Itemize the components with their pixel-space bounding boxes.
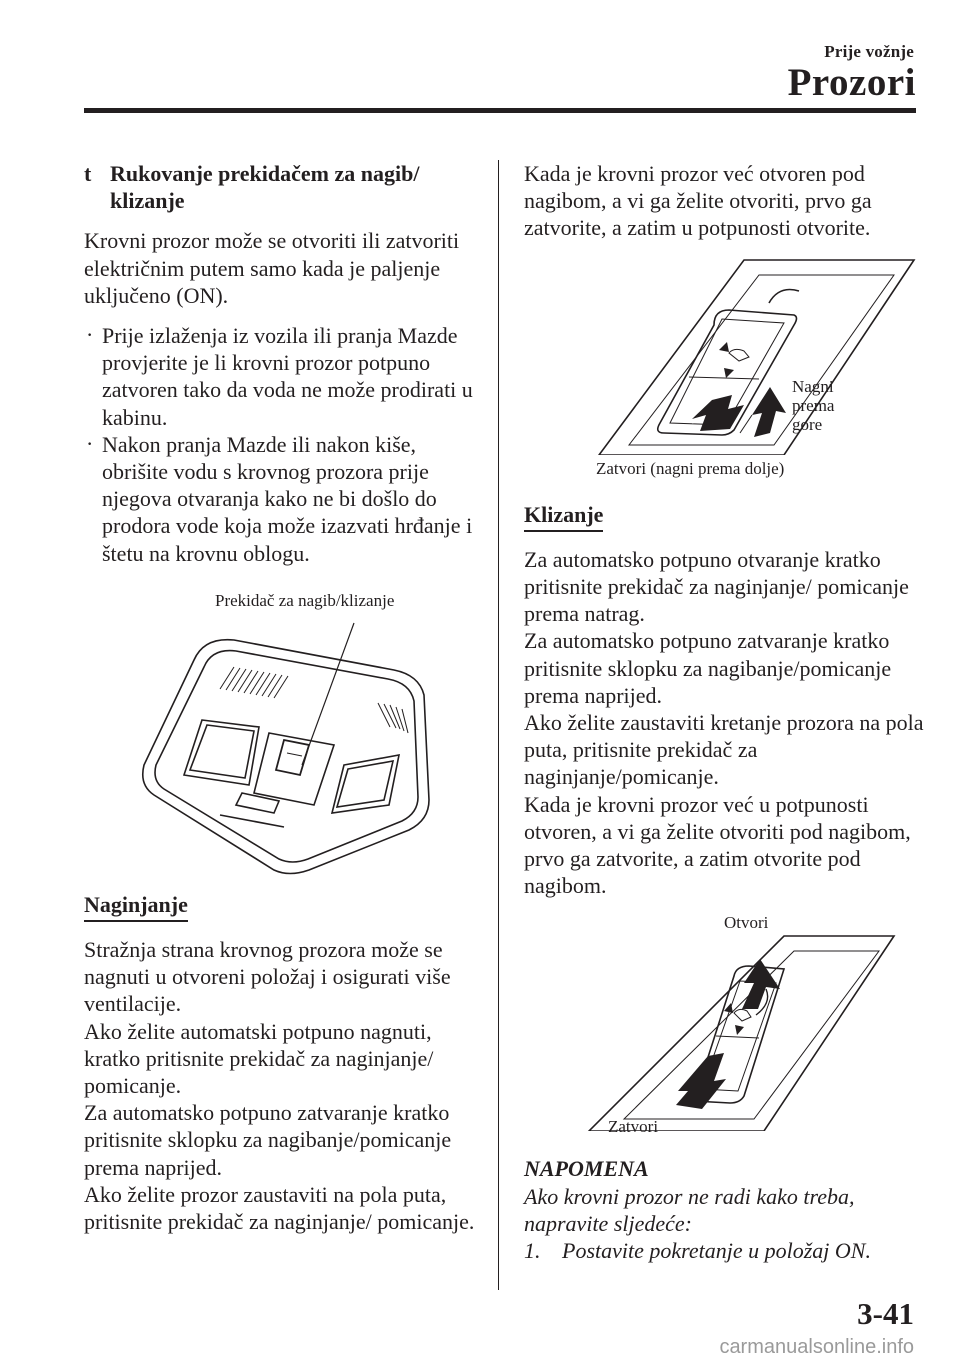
figure-caption: Prekidač za nagib/klizanje	[215, 590, 395, 610]
slide-switch-illustration	[584, 931, 904, 1131]
left-column	[84, 160, 484, 1235]
note-list-item	[524, 1237, 924, 1264]
label-open: Otvori	[724, 913, 769, 933]
label-tilt-up: Nagni prema gore	[792, 376, 835, 434]
section-kicker: Prije vožnje	[824, 42, 914, 61]
bullet-dot-icon: ·	[86, 430, 94, 456]
bullet-text: Prije izlaženja iz vozila ili pranja Mazde provjerite je li krovni prozor potpuno zatvoren tako da voda ne može prodirati u kabinu.	[102, 323, 473, 430]
slide-switch-figure	[524, 913, 924, 1143]
note-body: Ako krovni prozor ne radi kako treba, napravite sljedeće:	[524, 1183, 855, 1236]
tilt-paragraph: Ako želite automatski potpuno nagnuti, kratko pritisnite prekidač za naginjanje/ pomicanje.	[84, 1018, 434, 1099]
tilt-paragraph: Za automatsko potpuno zatvaranje kratko pritisnite sklopku za nagibanje/pomicanje prema naprijed.	[84, 1100, 452, 1180]
slide-paragraph: Kada je krovni prozor već u potpunosti otvoren, a vi ga želite otvoriti pod nagibom, prvo ga zatvorite, a zatim otvorite pod nagibom.	[524, 791, 911, 899]
tilt-switch-figure	[524, 255, 924, 483]
watermark: carmanualsonline.info	[719, 1336, 914, 1358]
console-figure	[84, 591, 484, 891]
label-close: Zatvori	[608, 1117, 659, 1137]
heading-marker-icon: t	[84, 161, 92, 186]
slide-paragraph: Za automatsko potpuno otvaranje kratko pritisnite prekidač za naginjanje/ pomicanje prema natrag.	[524, 546, 909, 627]
tilt-paragraph: Ako želite prozor zaustaviti na pola puta, pritisnite prekidač za naginjanje/ pomicanje.	[84, 1181, 475, 1235]
note-item-number: 1.	[524, 1238, 541, 1264]
page-title: Prozori	[787, 61, 916, 104]
intro-paragraph: Krovni prozor može se otvoriti ili zatvoriti električnim putem samo kada je paljenje uključeno (ON).	[84, 228, 460, 308]
column-divider	[498, 160, 499, 1290]
tilt-paragraph: Stražnja strana krovnog prozora može se nagnuti u otvoreni položaj i osigurati više ventilacije.	[84, 937, 451, 1017]
note-title: NAPOMENA	[524, 1156, 649, 1182]
bullet-item	[84, 431, 484, 567]
right-intro-paragraph: Kada je krovni prozor već otvoren pod nagibom, a vi ga želite otvoriti, prvo ga zatvorite, a zatim u potpunosti otvorite.	[524, 161, 872, 241]
section-heading	[84, 160, 484, 214]
subheading-tilt: Naginjanje	[84, 891, 188, 922]
label-tilt-down: Zatvori (nagni prema dolje)	[596, 458, 785, 478]
slide-paragraph: Za automatsko potpuno zatvaranje kratko pritisnite sklopku za nagibanje/pomicanje prema naprijed.	[524, 628, 892, 708]
bullet-dot-icon: ·	[86, 322, 94, 348]
slide-paragraph: Ako želite zaustaviti kretanje prozora na pola puta, pritisnite prekidač za naginjanje/pomicanje.	[524, 710, 924, 790]
header-rule	[84, 108, 916, 113]
right-column	[524, 160, 924, 1264]
bullet-text: Nakon pranja Mazde ili nakon kiše, obrišite vodu s krovnog prozora prije njegova otvaranja kako ne bi došlo do prodora vode koja može izazvati hrđanje i štetu na krovnu oblogu.	[102, 431, 473, 566]
subheading-slide: Klizanje	[524, 501, 603, 532]
heading-text: Rukovanje prekidačem za nagib/ klizanje	[110, 161, 420, 214]
overhead-console-illustration	[84, 615, 484, 895]
bullet-item	[84, 322, 484, 431]
note-item-text: Postavite pokretanje u položaj ON.	[562, 1238, 871, 1264]
page-number: 3-41	[857, 1296, 914, 1331]
tilt-switch-illustration	[594, 255, 924, 455]
